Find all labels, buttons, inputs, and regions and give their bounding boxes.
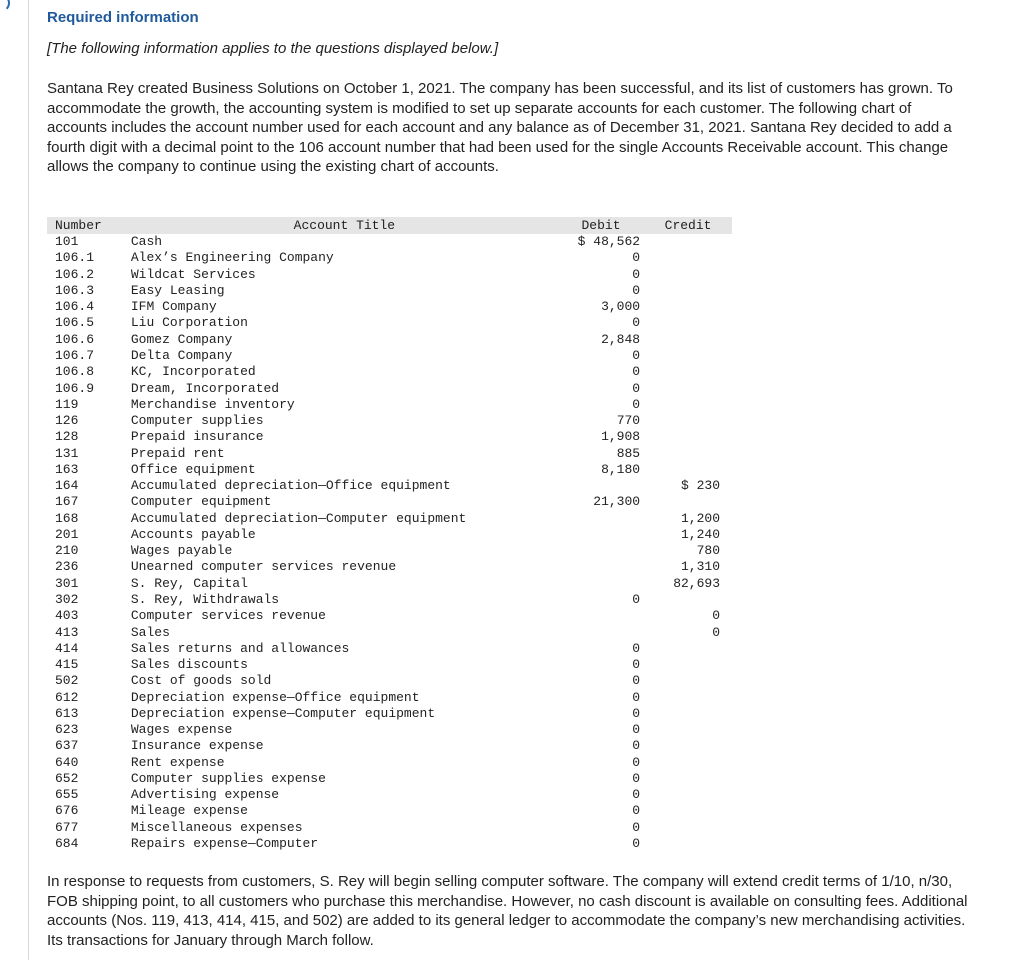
account-number-cell: 106.7 <box>55 347 95 363</box>
account-title-cell: Miscellaneous expenses <box>130 819 303 835</box>
debit-cell: 0 <box>632 250 641 266</box>
collapse-indicator-icon <box>0 0 10 12</box>
debit-cell: 0 <box>632 754 641 770</box>
credit-cell: 0 <box>712 624 720 640</box>
debit-cell: 3,000 <box>601 299 641 315</box>
debit-cell: 0 <box>632 657 641 673</box>
account-number-cell: 415 <box>55 657 79 673</box>
credit-cell <box>644 348 732 364</box>
account-number-cell: 106.1 <box>55 250 95 266</box>
table-row <box>47 250 732 266</box>
account-number-cell: 413 <box>55 624 79 640</box>
account-number-cell: 613 <box>55 705 79 721</box>
account-title-cell: Depreciation expense—Computer equipment <box>130 705 436 721</box>
account-title-cell: Depreciation expense—Office equipment <box>130 689 420 705</box>
section-heading: Required information <box>47 9 199 26</box>
table-row <box>47 657 732 673</box>
credit-cell <box>644 429 732 445</box>
credit-cell <box>644 836 732 852</box>
left-border <box>28 0 29 960</box>
account-title-cell: Repairs expense—Computer <box>130 835 319 851</box>
header-account-title: Account Title <box>131 217 558 234</box>
account-number-cell: 414 <box>55 640 79 656</box>
table-header-row <box>47 217 732 234</box>
account-number-cell: 163 <box>55 461 79 477</box>
account-number-cell: 106.8 <box>55 364 95 380</box>
table-row <box>47 478 732 494</box>
credit-cell <box>644 755 732 771</box>
credit-cell: 0 <box>712 608 720 624</box>
account-title-cell: Prepaid rent <box>130 445 225 461</box>
table-row <box>47 820 732 836</box>
account-title-cell: Wages payable <box>130 543 233 559</box>
credit-cell <box>644 267 732 283</box>
debit-cell: $ 48,562 <box>577 234 641 250</box>
table-row <box>47 576 732 592</box>
debit-cell: 8,180 <box>601 461 641 477</box>
table-row <box>47 413 732 429</box>
account-title-cell: Sales <box>130 624 170 640</box>
account-title-cell: Computer services revenue <box>130 608 326 624</box>
credit-cell: $ 230 <box>680 478 720 494</box>
account-title-cell: Accumulated depreciation—Computer equipment <box>130 510 467 526</box>
table-row <box>47 624 732 640</box>
table-row <box>47 543 732 559</box>
table-row <box>47 755 732 771</box>
table-row <box>47 364 732 380</box>
credit-cell <box>644 689 732 705</box>
table-row <box>47 527 732 543</box>
debit-cell: 0 <box>632 347 641 363</box>
account-number-cell: 612 <box>55 689 79 705</box>
account-title-cell: Cash <box>130 234 163 250</box>
debit-cell: 0 <box>632 315 641 331</box>
account-number-cell: 201 <box>55 526 79 542</box>
account-number-cell: 403 <box>55 608 79 624</box>
debit-cell <box>558 608 644 624</box>
account-number-cell: 106.4 <box>55 299 95 315</box>
debit-cell: 0 <box>632 689 641 705</box>
account-title-cell: Accounts payable <box>130 526 256 542</box>
account-number-cell: 623 <box>55 722 79 738</box>
credit-cell: 82,693 <box>673 575 720 591</box>
account-title-cell: IFM Company <box>130 299 217 315</box>
table-row <box>47 722 732 738</box>
account-title-cell: Gomez Company <box>130 331 233 347</box>
account-number-cell: 106.9 <box>55 380 95 396</box>
account-number-cell: 106.2 <box>55 266 95 282</box>
credit-cell <box>644 722 732 738</box>
credit-cell <box>644 803 732 819</box>
table-row <box>47 494 732 510</box>
table-row <box>47 299 732 315</box>
account-number-cell: 119 <box>55 396 79 412</box>
account-number-cell: 655 <box>55 787 79 803</box>
account-number-cell: 168 <box>55 510 79 526</box>
account-number-cell: 131 <box>55 445 79 461</box>
debit-cell: 0 <box>632 673 641 689</box>
credit-cell: 780 <box>696 543 720 559</box>
table-row <box>47 462 732 478</box>
account-title-cell: Liu Corporation <box>130 315 248 331</box>
credit-cell: 1,310 <box>680 559 720 575</box>
debit-cell: 0 <box>632 640 641 656</box>
intro-paragraph: Santana Rey created Business Solutions on October 1, 2021. The company has been successful, and its list of customers has grown. To accommodate the growth, the accounting system is modified to set up separate accounts for each customer. The following chart of accounts includes the account number used for each account and any balance as of December 31, 2021. Santana Rey decided to add a fourth digit with a decimal point to the 106 account number that had been used for the single Accounts Receivable account. This change allows the company to continue using the existing chart of accounts. <box>47 80 953 176</box>
debit-cell: 21,300 <box>593 494 641 510</box>
credit-cell <box>644 657 732 673</box>
account-number-cell: 677 <box>55 819 79 835</box>
credit-cell: 1,200 <box>680 510 720 526</box>
debit-cell: 0 <box>632 282 641 298</box>
credit-cell <box>644 364 732 380</box>
table-row <box>47 445 732 461</box>
debit-cell: 0 <box>632 803 641 819</box>
debit-cell <box>558 527 644 543</box>
account-title-cell: Alex’s Engineering Company <box>130 250 334 266</box>
debit-cell: 885 <box>616 445 641 461</box>
account-title-cell: Computer supplies expense <box>130 770 326 786</box>
credit-cell <box>644 315 732 331</box>
account-title-cell: Advertising expense <box>130 787 280 803</box>
credit-cell: 1,240 <box>680 526 720 542</box>
table-row <box>47 511 732 527</box>
credit-cell <box>644 592 732 608</box>
credit-cell <box>644 820 732 836</box>
credit-cell <box>644 413 732 429</box>
credit-cell <box>644 332 732 348</box>
account-number-cell: 652 <box>55 770 79 786</box>
account-title-cell: Cost of goods sold <box>130 673 272 689</box>
header-debit: Debit <box>558 217 644 234</box>
account-number-cell: 640 <box>55 754 79 770</box>
debit-cell: 0 <box>632 738 641 754</box>
table-row <box>47 429 732 445</box>
credit-cell <box>644 380 732 396</box>
account-number-cell: 637 <box>55 738 79 754</box>
debit-cell <box>558 624 644 640</box>
credit-cell <box>644 673 732 689</box>
credit-cell <box>644 641 732 657</box>
account-title-cell: Wages expense <box>130 722 233 738</box>
account-title-cell: Prepaid insurance <box>130 429 264 445</box>
account-number-cell: 684 <box>55 835 79 851</box>
table-row <box>47 673 732 689</box>
debit-cell: 0 <box>632 722 641 738</box>
debit-cell: 0 <box>632 770 641 786</box>
debit-cell: 0 <box>632 835 641 851</box>
credit-cell <box>644 738 732 754</box>
debit-cell: 0 <box>632 396 641 412</box>
account-title-cell: Dream, Incorporated <box>130 380 280 396</box>
table-row <box>47 689 732 705</box>
account-title-cell: Delta Company <box>130 347 233 363</box>
account-number-cell: 676 <box>55 803 79 819</box>
credit-cell <box>644 250 732 266</box>
debit-cell: 0 <box>632 380 641 396</box>
table-row <box>47 267 732 283</box>
account-number-cell: 106.3 <box>55 282 95 298</box>
account-title-cell: Computer supplies <box>130 413 264 429</box>
debit-cell: 0 <box>632 787 641 803</box>
table-row <box>47 771 732 787</box>
account-number-cell: 502 <box>55 673 79 689</box>
debit-cell: 0 <box>632 364 641 380</box>
account-title-cell: Insurance expense <box>130 738 264 754</box>
credit-cell <box>644 299 732 315</box>
account-title-cell: KC, Incorporated <box>130 364 256 380</box>
credit-cell <box>644 462 732 478</box>
debit-cell: 1,908 <box>601 429 641 445</box>
account-number-cell: 164 <box>55 478 79 494</box>
account-title-cell: Merchandise inventory <box>130 396 295 412</box>
table-row <box>47 803 732 819</box>
account-number-cell: 101 <box>55 234 79 250</box>
credit-cell <box>644 706 732 722</box>
account-title-cell: Sales discounts <box>130 657 248 673</box>
debit-cell: 2,848 <box>601 331 641 347</box>
credit-cell <box>644 397 732 413</box>
table-row <box>47 641 732 657</box>
account-title-cell: S. Rey, Withdrawals <box>130 591 280 607</box>
chart-of-accounts-table <box>47 217 732 852</box>
credit-cell <box>644 494 732 510</box>
account-number-cell: 106.6 <box>55 331 95 347</box>
table-row <box>47 315 732 331</box>
debit-cell: 770 <box>616 413 641 429</box>
table-row <box>47 738 732 754</box>
subnote: [The following information applies to the questions displayed below.] <box>47 40 499 57</box>
debit-cell <box>558 511 644 527</box>
debit-cell <box>558 559 644 575</box>
table-row <box>47 559 732 575</box>
account-title-cell: Wildcat Services <box>130 266 256 282</box>
debit-cell: 0 <box>632 266 641 282</box>
account-title-cell: S. Rey, Capital <box>130 575 248 591</box>
credit-cell <box>644 283 732 299</box>
account-title-cell: Unearned computer services revenue <box>130 559 397 575</box>
account-title-cell: Rent expense <box>130 754 225 770</box>
account-number-cell: 301 <box>55 575 79 591</box>
debit-cell <box>558 576 644 592</box>
debit-cell: 0 <box>632 705 641 721</box>
credit-cell <box>644 771 732 787</box>
table-row <box>47 397 732 413</box>
debit-cell <box>558 543 644 559</box>
table-row <box>47 787 732 803</box>
outro-paragraph: In response to requests from customers, S. Rey will begin selling computer software. The company will extend credit terms of 1/10, n/30, FOB shipping point, to all customers who purchase this merchandise. However, no cash discount is available on consulting fees. Additional accounts (Nos. 119, 413, 414, 415, and 502) are added to its general ledger to accommodate the company’s new merchandising activities. Its transactions for January through March follow. <box>47 873 968 949</box>
account-title-cell: Computer equipment <box>130 494 272 510</box>
table-row <box>47 592 732 608</box>
account-number-cell: 236 <box>55 559 79 575</box>
table-row <box>47 380 732 396</box>
account-title-cell: Office equipment <box>130 461 256 477</box>
account-number-cell: 106.5 <box>55 315 95 331</box>
table-row <box>47 283 732 299</box>
account-number-cell: 302 <box>55 591 79 607</box>
table-row <box>47 706 732 722</box>
account-title-cell: Easy Leasing <box>130 282 225 298</box>
header-number: Number <box>47 217 131 234</box>
credit-cell <box>644 234 732 250</box>
debit-cell: 0 <box>632 591 641 607</box>
table-row <box>47 234 732 250</box>
table-row <box>47 332 732 348</box>
credit-cell <box>644 445 732 461</box>
account-number-cell: 126 <box>55 413 79 429</box>
table-row <box>47 348 732 364</box>
table-row <box>47 836 732 852</box>
account-number-cell: 167 <box>55 494 79 510</box>
table-row <box>47 608 732 624</box>
account-number-cell: 128 <box>55 429 79 445</box>
debit-cell: 0 <box>632 819 641 835</box>
credit-cell <box>644 787 732 803</box>
header-credit: Credit <box>644 217 732 234</box>
account-number-cell: 210 <box>55 543 79 559</box>
account-title-cell: Sales returns and allowances <box>130 640 350 656</box>
account-title-cell: Mileage expense <box>130 803 248 819</box>
account-title-cell: Accumulated depreciation—Office equipment <box>130 478 451 494</box>
debit-cell <box>558 478 644 494</box>
